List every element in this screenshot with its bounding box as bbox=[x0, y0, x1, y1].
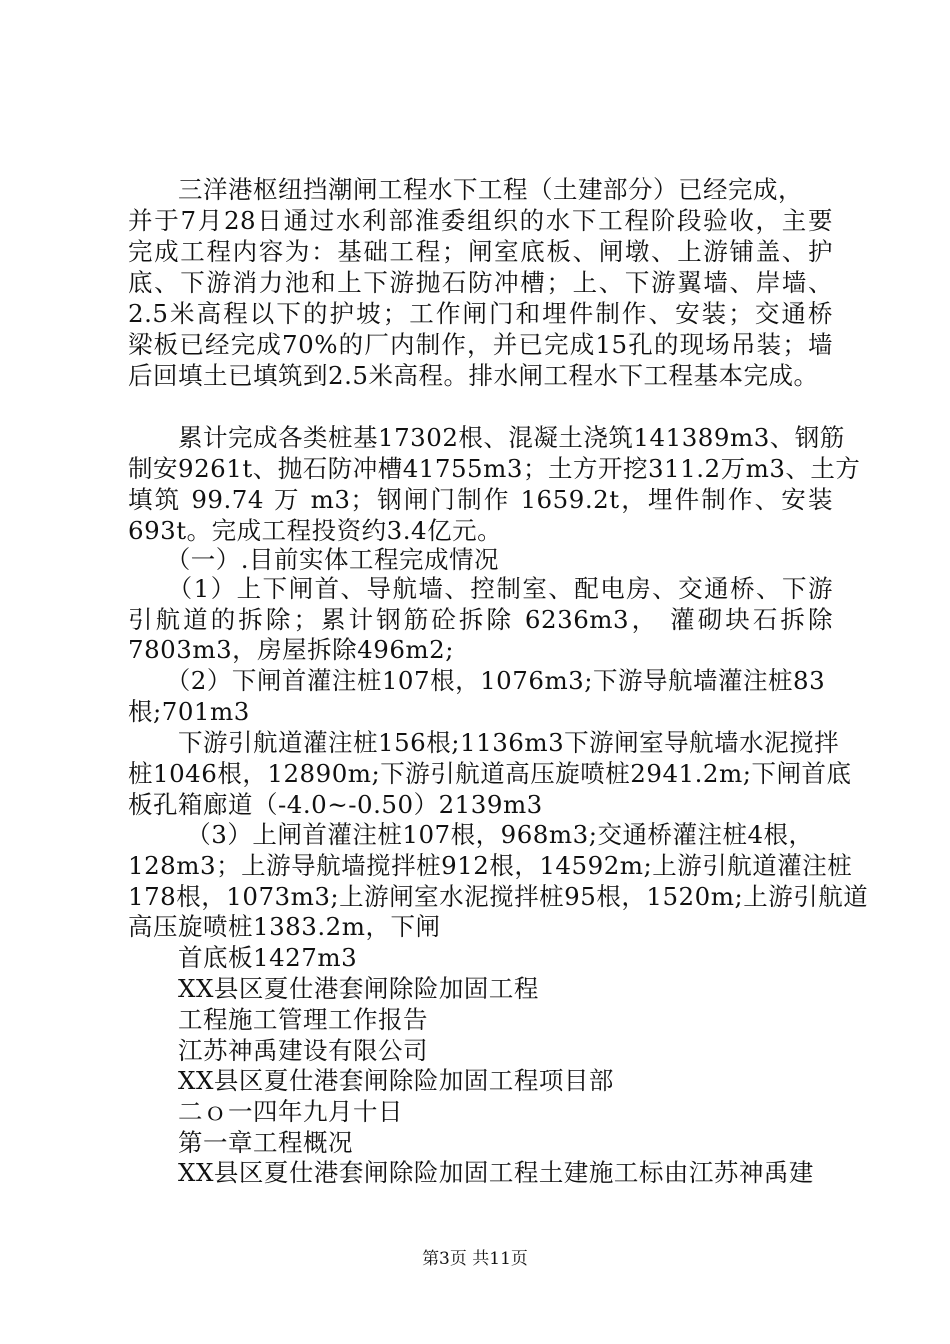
text-line: 梁板已经完成70%的厂内制作，并已完成15孔的现场吊装；墙 bbox=[128, 330, 833, 359]
text-line: 高压旋喷桩1383.2m，下闸 bbox=[128, 912, 441, 941]
text-line: 2.5米高程以下的护坡；工作闸门和埋件制作、安装；交通桥 bbox=[128, 299, 833, 328]
text-line: 填筑 99.74 万 m3；钢闸门制作 1659.2t，埋件制作、安装 bbox=[128, 485, 833, 514]
text-line: 底、下游消力池和上下游抛石防冲槽；上、下游翼墙、岸墙、 bbox=[128, 268, 833, 297]
text-line: （3）上闸首灌注桩107根，968m3;交通桥灌注桩4根， bbox=[128, 820, 814, 849]
date-line: 二ｏ一四年九月十日 bbox=[128, 1097, 403, 1126]
text-line: 693t。完成工程投资约3.4亿元。 bbox=[128, 516, 503, 545]
text-line: 引航道的拆除；累计钢筋砼拆除 6236m3， 灌砌块石拆除 bbox=[128, 605, 833, 634]
text-line: 7803m3，房屋拆除496m2; bbox=[128, 635, 455, 664]
page-footer: 第3页 共11页 bbox=[422, 1249, 528, 1269]
text-line: （1）上下闸首、导航墙、控制室、配电房、交通桥、下游 bbox=[128, 574, 833, 603]
text-line: 三洋港枢纽挡潮闸工程水下工程（土建部分）已经完成， bbox=[128, 175, 803, 204]
section-heading: （一）.目前实体工程完成情况 bbox=[128, 545, 500, 574]
text-line: 下游引航道灌注桩156根;1136m3下游闸室导航墙水泥搅拌 bbox=[128, 728, 840, 757]
text-line: 并于7月28日通过水利部淮委组织的水下工程阶段验收，主要 bbox=[128, 206, 833, 235]
text-line: 首底板1427m3 bbox=[128, 943, 358, 972]
text-line: （2）下闸首灌注桩107根，1076m3;下游导航墙灌注桩83 bbox=[128, 666, 826, 695]
text-line: 制安9261t、抛石防冲槽41755m3；土方开挖311.2万m3、土方 bbox=[128, 454, 861, 483]
company-line: 江苏神禹建设有限公司 bbox=[128, 1036, 428, 1065]
text-line: 后回填土已填筑到2.5米高程。排水闸工程水下工程基本完成。 bbox=[128, 361, 819, 390]
text-line: XX县区夏仕港套闸除险加固工程土建施工标由江苏神禹建 bbox=[128, 1158, 814, 1187]
text-line: 板孔箱廊道（-4.0~-0.50）2139m3 bbox=[128, 790, 543, 819]
text-line: 完成工程内容为：基础工程；闸室底板、闸墩、上游铺盖、护 bbox=[128, 237, 833, 266]
title-line: 工程施工管理工作报告 bbox=[128, 1005, 428, 1034]
text-line: 桩1046根，12890m;下游引航道高压旋喷桩2941.2m;下闸首底 bbox=[128, 759, 852, 788]
text-line: 累计完成各类桩基17302根、混凝土浇筑141389m3、钢筋 bbox=[128, 423, 845, 452]
title-line: XX县区夏仕港套闸除险加固工程 bbox=[128, 974, 539, 1003]
department-line: XX县区夏仕港套闸除险加固工程项目部 bbox=[128, 1066, 614, 1095]
text-line: 根;701m3 bbox=[128, 697, 250, 726]
chapter-heading: 第一章工程概况 bbox=[128, 1128, 353, 1157]
text-line: 178根，1073m3;上游闸室水泥搅拌桩95根，1520m;上游引航道 bbox=[128, 882, 869, 911]
text-line: 128m3；上游导航墙搅拌桩912根，14592m;上游引航道灌注桩 bbox=[128, 851, 853, 880]
